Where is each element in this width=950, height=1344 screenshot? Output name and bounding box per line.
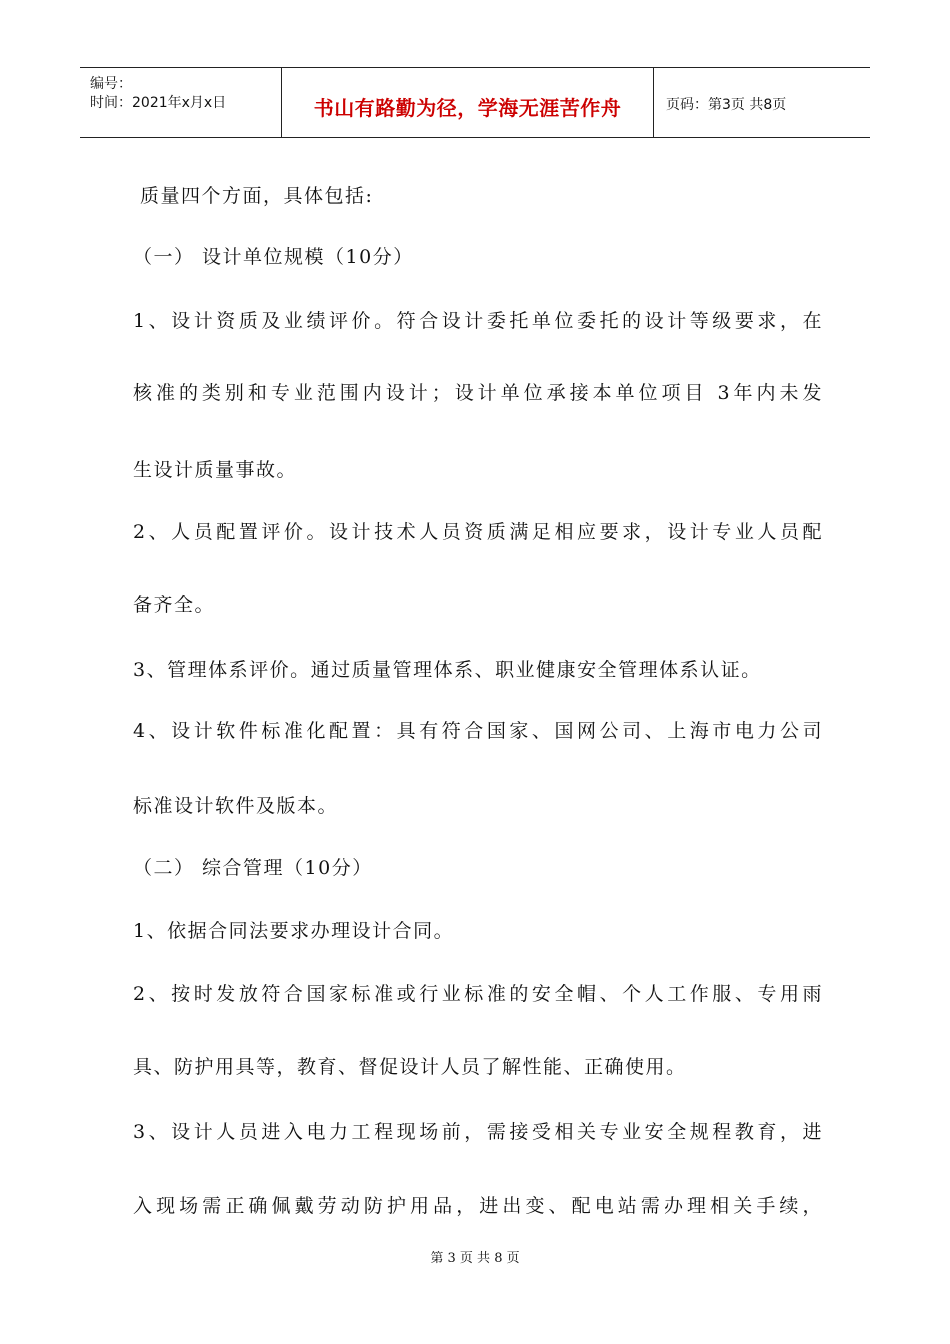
body-line-16: 入现场需正确佩戴劳动防护用品，进出变、配电站需办理相关手续， [133,1195,823,1217]
section-heading-1: （一） 设计单位规模（10分） [133,246,414,268]
body-line-4: 核准的类别和专业范围内设计；设计单位承接本单位项目 3年内未发 [133,382,823,404]
footer-page-number: 第 3 页 共 8 页 [430,1251,520,1266]
body-line-13: 2、按时发放符合国家标准或行业标准的安全帽、个人工作服、专用雨 [133,983,823,1005]
document-header [80,67,870,138]
body-line-9: 4、设计软件标准化配置：具有符合国家、国网公司、上海市电力公司 [133,720,823,742]
body-line-10: 标准设计软件及版本。 [133,795,339,817]
body-line-12: 1、依据合同法要求办理设计合同。 [133,920,455,942]
header-page-number: 页码：第3页 共8页 [666,97,787,113]
body-line-1: 质量四个方面，具体包括: [140,185,374,207]
body-line-14: 具、防护用具等，教育、督促设计人员了解性能、正确使用。 [133,1056,687,1078]
motto-text: 书山有路勤为径，学海无涯苦作舟 [313,96,622,120]
serial-number-label: 编号： [90,76,132,92]
header-motto-cell [282,68,654,137]
body-line-7: 备齐全。 [133,594,216,616]
body-line-3: 1、设计资质及业绩评价。符合设计委托单位委托的设计等级要求，在 [133,310,823,332]
body-line-15: 3、设计人员进入电力工程现场前，需接受相关专业安全规程教育，进 [133,1121,823,1143]
body-line-8: 3、管理体系评价。通过质量管理体系、职业健康安全管理体系认证。 [133,659,762,681]
body-line-6: 2、人员配置评价。设计技术人员资质满足相应要求，设计专业人员配 [133,521,823,543]
date-label: 时间：2021年x月x日 [90,95,227,111]
header-info-cell [80,68,282,137]
header-page-cell [654,68,870,137]
section-heading-2: （二） 综合管理（10分） [133,857,373,879]
body-line-5: 生设计质量事故。 [133,459,298,481]
